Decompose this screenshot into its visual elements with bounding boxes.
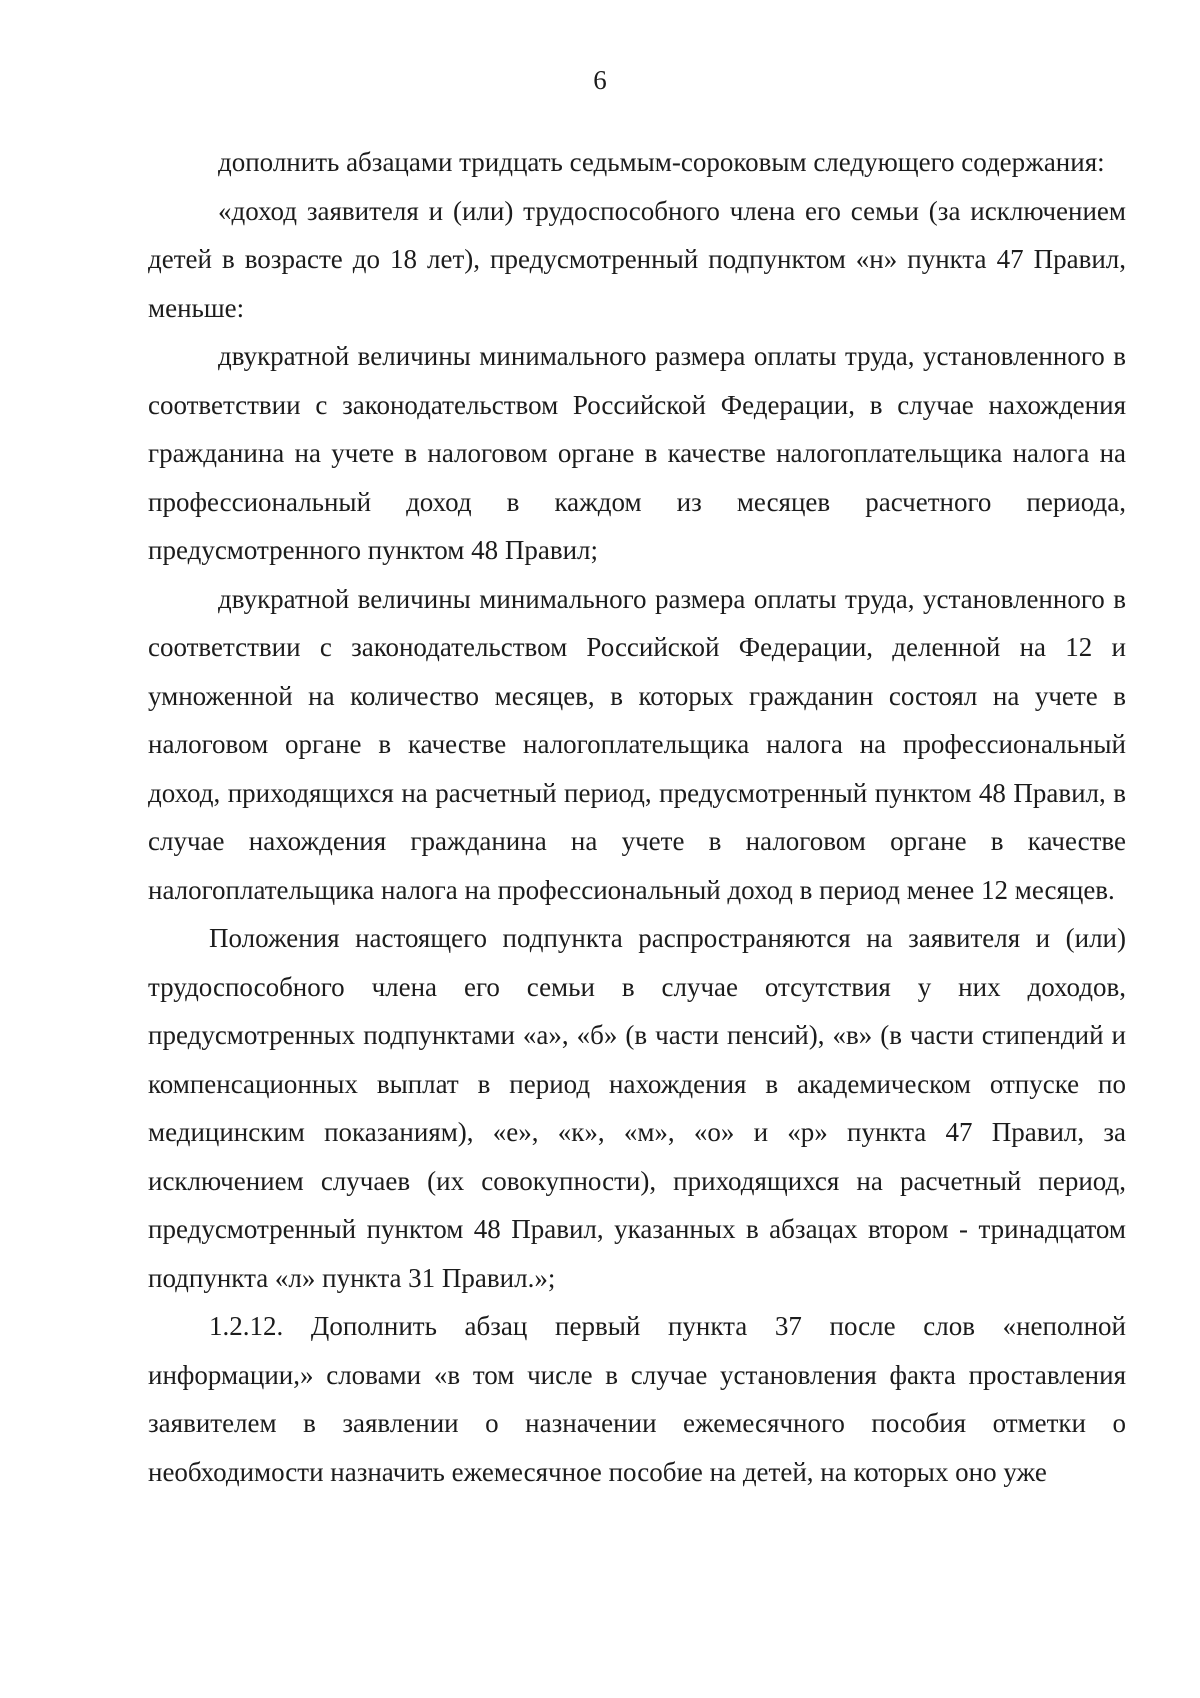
document-body [148,138,1126,1496]
paragraph-double-mrot-partial-period: двукратной величины минимального размера оплаты труда, установленного в соответствии с законодательством Российской Федерации, деленной на 12 и умноженной на количество месяцев, в которых гражданин состоял на учете в налоговом органе в качестве налогоплательщика налога на профессиональный доход, приходящихся на расчетный период, предусмотренный пунктом 48 Правил, в случае нахождения гражданина на учете в налоговом органе в качестве налогоплательщика налога на профессиональный доход в период менее 12 месяцев. [148,583,1126,905]
paragraph-income-condition: «доход заявителя и (или) трудоспособного члена его семьи (за исключением детей в возрасте до 18 лет), предусмотренный подпунктом «н» пункта 47 Правил, меньше: [148,195,1126,323]
paragraph-item-1-2-12: 1.2.12. Дополнить абзац первый пункта 37 после слов «неполной информации,» словами «в том числе в случае установления факта проставления заявителем в заявлении о назначении ежемесячного пособия отметки о необходимости назначить ежемесячное пособие на детей, на которых оно уже [148,1311,1126,1487]
paragraph-double-mrot-full-period: двукратной величины минимального размера оплаты труда, установленного в соответствии с законодательством Российской Федерации, в случае нахождения гражданина на учете в налоговом органе в качестве налогоплательщика налога на профессиональный доход в каждом из месяцев расчетного периода, предусмотренного пунктом 48 Правил; [148,341,1126,565]
paragraph-provisions-scope: Положения настоящего подпункта распространяются на заявителя и (или) трудоспособного члена его семьи в случае отсутствия у них доходов, предусмотренных подпунктами «а», «б» (в части пенсий), «в» (в части стипендий и компенсационных выплат в период нахождения в академическом отпуске по медицинским показаниям), «е», «к», «м», «о» и «р» пункта 47 Правил, за исключением случаев (их совокупности), приходящихся на расчетный период, предусмотренный пунктом 48 Правил, указанных в абзацах втором - тринадцатом подпункта «л» пункта 31 Правил.»; [148,923,1126,1293]
paragraph-intro: дополнить абзацами тридцать седьмым-сороковым следующего содержания: [218,147,1105,177]
page-number: 6 [593,65,607,95]
